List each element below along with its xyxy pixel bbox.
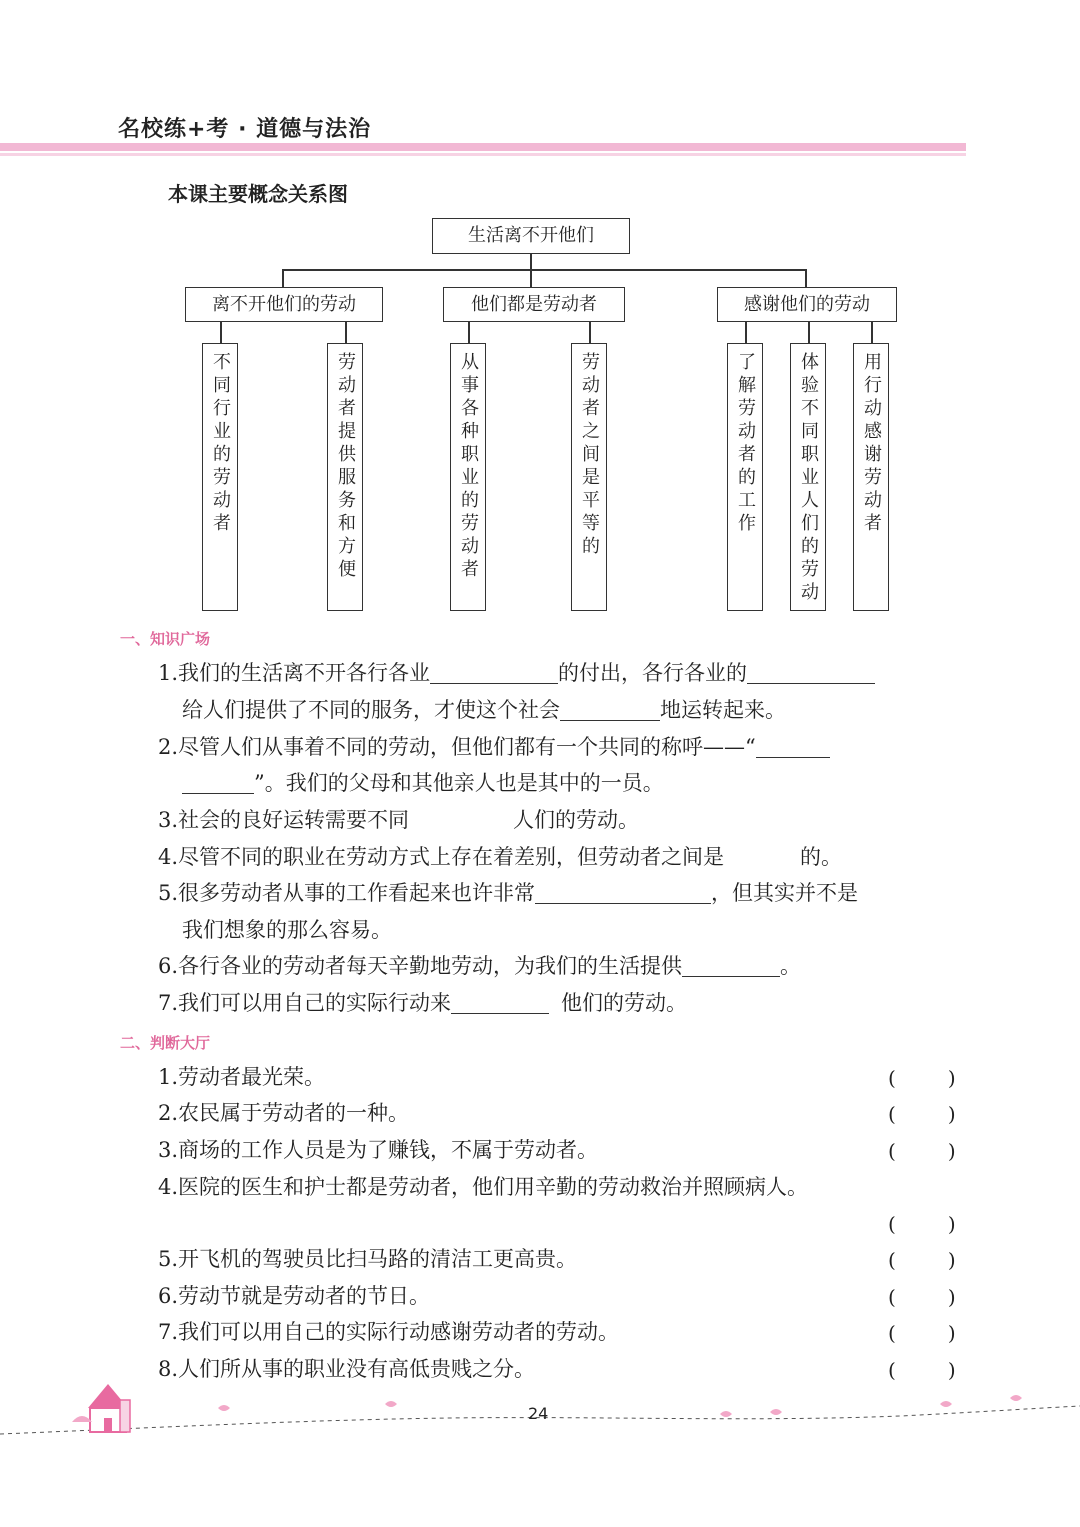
leaf-node — [327, 343, 363, 611]
branch-label: 离不开他们的劳动 — [212, 294, 356, 315]
question-text: 5.很多劳动者从事的工作看起来也许非常 — [158, 881, 536, 905]
connector — [468, 322, 470, 344]
branch-node-3 — [717, 287, 897, 322]
question-text: 给人们提供了不同的服务，才使这个社会 — [182, 698, 560, 722]
answer-paren[interactable]: ( ) — [888, 1212, 956, 1236]
leaf-node — [450, 343, 486, 611]
header-divider — [0, 143, 966, 151]
leaf-node — [571, 343, 607, 611]
connector — [220, 322, 222, 344]
question-1 — [158, 663, 875, 684]
root-node — [432, 218, 630, 254]
connector — [745, 322, 747, 344]
leaf-icon — [218, 1395, 1022, 1417]
connector — [808, 322, 810, 344]
answer-paren[interactable]: ( ) — [888, 1139, 956, 1163]
answer-blank[interactable] — [756, 737, 830, 758]
leaf-node — [790, 343, 826, 611]
question-3 — [158, 810, 639, 831]
leaf-node — [727, 343, 763, 611]
leaf-node — [202, 343, 238, 611]
judge-item-8: 8.人们所从事的职业没有高低贵贱之分。 — [158, 1357, 536, 1381]
answer-blank[interactable] — [451, 993, 549, 1014]
answer-blank[interactable] — [430, 663, 558, 684]
connector — [530, 254, 532, 269]
question-text: ，但其实并不是 — [711, 881, 859, 905]
answer-paren[interactable]: ( ) — [888, 1321, 956, 1345]
branch-label: 感谢他们的劳动 — [744, 294, 870, 315]
question-text: 的。 — [800, 845, 843, 869]
question-text: 7.我们可以用自己的实际行动来 — [158, 991, 452, 1015]
answer-blank[interactable] — [182, 773, 254, 794]
judge-item-5: 5.开飞机的驾驶员比扫马路的清洁工更高贵。 — [158, 1247, 578, 1271]
question-text: 1.我们的生活离不开各行各业 — [158, 661, 431, 685]
question-text: 地运转起来。 — [660, 698, 786, 722]
connector — [871, 322, 873, 344]
connector — [589, 322, 591, 344]
header-divider-thin — [0, 153, 966, 156]
branch-node-1 — [185, 287, 383, 322]
leaf-label: 了解劳动者的工作 — [735, 352, 756, 536]
answer-blank[interactable] — [535, 883, 711, 904]
answer-blank[interactable] — [682, 956, 780, 977]
leaf-label: 劳动者之间是平等的 — [579, 352, 600, 559]
leaf-node — [853, 343, 889, 611]
question-text: ”。我们的父母和其他亲人也是其中的一员。 — [254, 771, 664, 795]
section-title-knowledge: 一、知识广场 — [120, 630, 211, 648]
judge-item-3: 3.商场的工作人员是为了赚钱，不属于劳动者。 — [158, 1138, 599, 1162]
leaf-label: 不同行业的劳动者 — [210, 352, 231, 536]
leaf-label: 体验不同职业人们的劳动 — [798, 352, 819, 605]
section-title-judgement: 二、判断大厅 — [120, 1034, 211, 1052]
leaf-label: 从事各种职业的劳动者 — [458, 352, 479, 582]
question-2-cont — [182, 773, 664, 794]
question-5 — [158, 883, 858, 904]
answer-paren[interactable]: ( ) — [888, 1066, 956, 1090]
connector — [282, 269, 806, 271]
judge-item-6: 6.劳动节就是劳动者的节日。 — [158, 1284, 431, 1308]
question-text: 2.尽管人们从事着不同的劳动，但他们都有一个共同的称呼——“ — [158, 735, 756, 759]
book-title: 名校练+考 · 道德与法治 — [118, 117, 372, 142]
answer-paren[interactable]: ( ) — [888, 1102, 956, 1126]
question-5-cont: 我们想象的那么容易。 — [182, 918, 392, 942]
question-2 — [158, 737, 830, 758]
question-text: 。 — [780, 954, 802, 978]
question-1-cont — [182, 700, 786, 721]
question-text: 4.尽管不同的职业在劳动方式上存在着差别，但劳动者之间是 — [158, 845, 725, 869]
judge-item-1: 1.劳动者最光荣。 — [158, 1065, 326, 1089]
question-text: 人们的劳动。 — [513, 808, 640, 832]
leaf-label: 劳动者提供服务和方便 — [335, 352, 356, 582]
connector — [345, 322, 347, 344]
question-4 — [158, 847, 842, 868]
judge-item-2: 2.农民属于劳动者的一种。 — [158, 1101, 410, 1125]
connector — [530, 269, 532, 287]
answer-blank[interactable] — [560, 700, 660, 721]
root-node-label: 生活离不开他们 — [468, 225, 594, 246]
connector — [282, 269, 284, 287]
answer-paren[interactable]: ( ) — [888, 1248, 956, 1272]
connector — [805, 269, 807, 287]
answer-paren[interactable]: ( ) — [888, 1358, 956, 1382]
question-text: 6.各行各业的劳动者每天辛勤地劳动，为我们的生活提供 — [158, 954, 683, 978]
answer-paren[interactable]: ( ) — [888, 1285, 956, 1309]
question-7 — [158, 993, 687, 1014]
question-text: 的付出，各行各业的 — [558, 661, 748, 685]
judge-item-7: 7.我们可以用自己的实际行动感谢劳动者的劳动。 — [158, 1320, 620, 1344]
leaf-label: 用行动感谢劳动者 — [861, 352, 882, 536]
question-text: 3.社会的良好运转需要不同 — [158, 808, 410, 832]
branch-label: 他们都是劳动者 — [471, 294, 597, 315]
judge-item-4: 4.医院的医生和护士都是劳动者，他们用辛勤的劳动救治并照顾病人。 — [158, 1175, 809, 1199]
answer-blank[interactable] — [747, 663, 875, 684]
concept-map-title: 本课主要概念关系图 — [168, 182, 348, 206]
question-text: 他们的劳动。 — [561, 991, 688, 1015]
question-6 — [158, 956, 801, 977]
house-icon — [72, 1384, 130, 1432]
page-number: 24 — [528, 1404, 549, 1423]
branch-node-2 — [443, 287, 625, 322]
